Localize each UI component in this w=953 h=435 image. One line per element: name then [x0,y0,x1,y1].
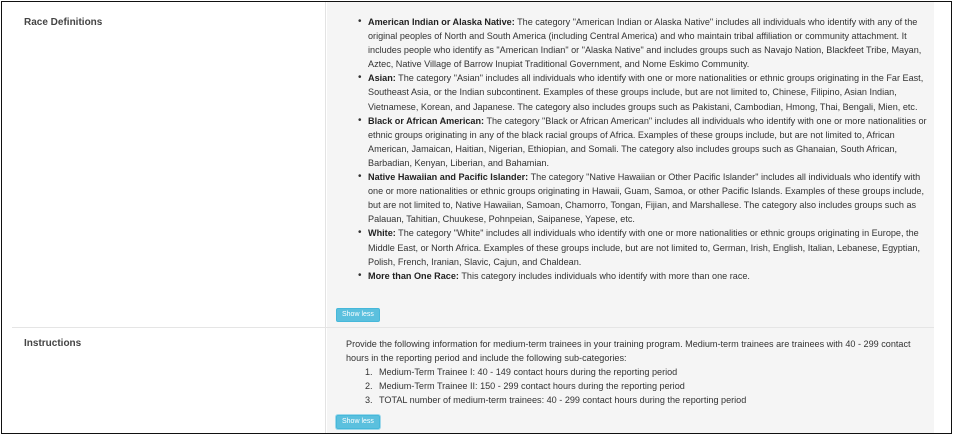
race-description: The category "American Indian or Alaska Native" includes all individuals who identify with any of the original peoples of North and South America (including Central America) and who maintain tribal affiliation or community attachment. It includes people who identify as "American Indian" or "Alaska Native" and includes groups such as Navajo Nation, Blackfeet Tribe, Mayan, Aztec, Native Village of Barrow Inupiat Traditional Government, and Nome Eskimo Community. [368,17,922,70]
race-term: Black or African American: [368,115,485,126]
race-definitions-content [327,2,934,327]
page-frame [1,1,952,434]
instructions-show-less-button[interactable]: Show less [336,415,380,429]
step-number: 3. [365,395,373,406]
race-term: Native Hawaiian and Pacific Islander: [368,172,529,183]
instructions-row [12,328,934,433]
step-number: 2. [365,381,373,392]
race-description: The category "Native Hawaiian or Other Pacific Islander" includes all individuals who identify with one or more nationalities or ethnic groups originating in Hawaii, Guam, Samoa, or other Pacific Islands. Examples of these groups include, but are not limited to, Native Hawaiian, Samoan, Chamorro, Tongan, Fijian, and Marshallese. The category also includes groups such as Palauan, Tahitian, Chuukese, Pohnpeian, Saipanese, Yapese, etc. [368,172,925,225]
race-definitions-label: Race Definitions [24,17,103,28]
list-item [365,393,925,407]
race-term: American Indian or Alaska Native: [368,17,515,27]
step-text: TOTAL number of medium-term trainees: 40 - 299 contact hours during the reporting period [379,395,747,406]
race-show-less-button[interactable]: Show less [336,308,380,322]
list-item [365,379,925,393]
instructions-intro: Provide the following information for medium-term trainees in your training program. Medium-term trainees are trainees with 40 - 299 contact hours in the reporting period and include the following sub-categories: [346,339,911,364]
list-item [358,15,928,71]
race-definitions-row [12,2,934,327]
list-item [358,71,928,113]
instructions-content [327,328,934,433]
instructions-label: Instructions [24,338,82,349]
instructions-steps [365,365,925,407]
details-panel [12,2,934,433]
race-term: Asian: [368,73,396,84]
step-text: Medium-Term Trainee I: 40 - 149 contact hours during the reporting period [379,367,678,377]
list-item [365,365,925,379]
step-number: 1. [365,367,373,377]
instructions-label-cell [12,328,324,433]
race-description: The category "Asian" includes all individuals who identify with one or more nationalities or ethnic groups originating in the Far East, Southeast Asia, or the Indian subcontinent. Examples of these groups include, but are not limited to, Chinese, Filipino, Asian Indian, Vietnamese, Korean, and Japanese. The category also includes groups such as Pakistani, Cambodian, Hmong, Thai, Bengali, Mien, etc. [368,73,924,112]
list-item [358,114,928,170]
race-definitions-list [358,15,928,283]
race-description: The category "Black or African American" includes all individuals who identify with one or more nationalities or ethnic groups originating in any of the black racial groups of Africa. Examples of these groups include, but are not limited to, African American, Jamaican, Haitian, Nigerian, Ethiopian, and Somali. The category also includes groups such as Ghanaian, South African, Barbadian, Kenyan, Liberian, and Bahamian. [368,115,927,168]
list-item [358,226,928,268]
race-description: The category "White" includes all individuals who identify with one or more nationalities or ethnic groups originating in Europe, the Middle East, or North Africa. Examples of these groups include, but are not limited to, German, Irish, English, Italian, Lebanese, Egyptian, Polish, French, Iranian, Slavic, Cajun, and Chaldean. [368,228,920,267]
list-item [358,269,928,283]
race-term: White: [368,228,396,239]
race-term: More than One Race: [368,270,459,281]
step-text: Medium-Term Trainee II: 150 - 299 contact hours during the reporting period [379,381,685,392]
list-item [358,170,928,226]
race-definitions-label-cell [12,2,324,327]
race-description: This category includes individuals who identify with more than one race. [458,270,750,281]
